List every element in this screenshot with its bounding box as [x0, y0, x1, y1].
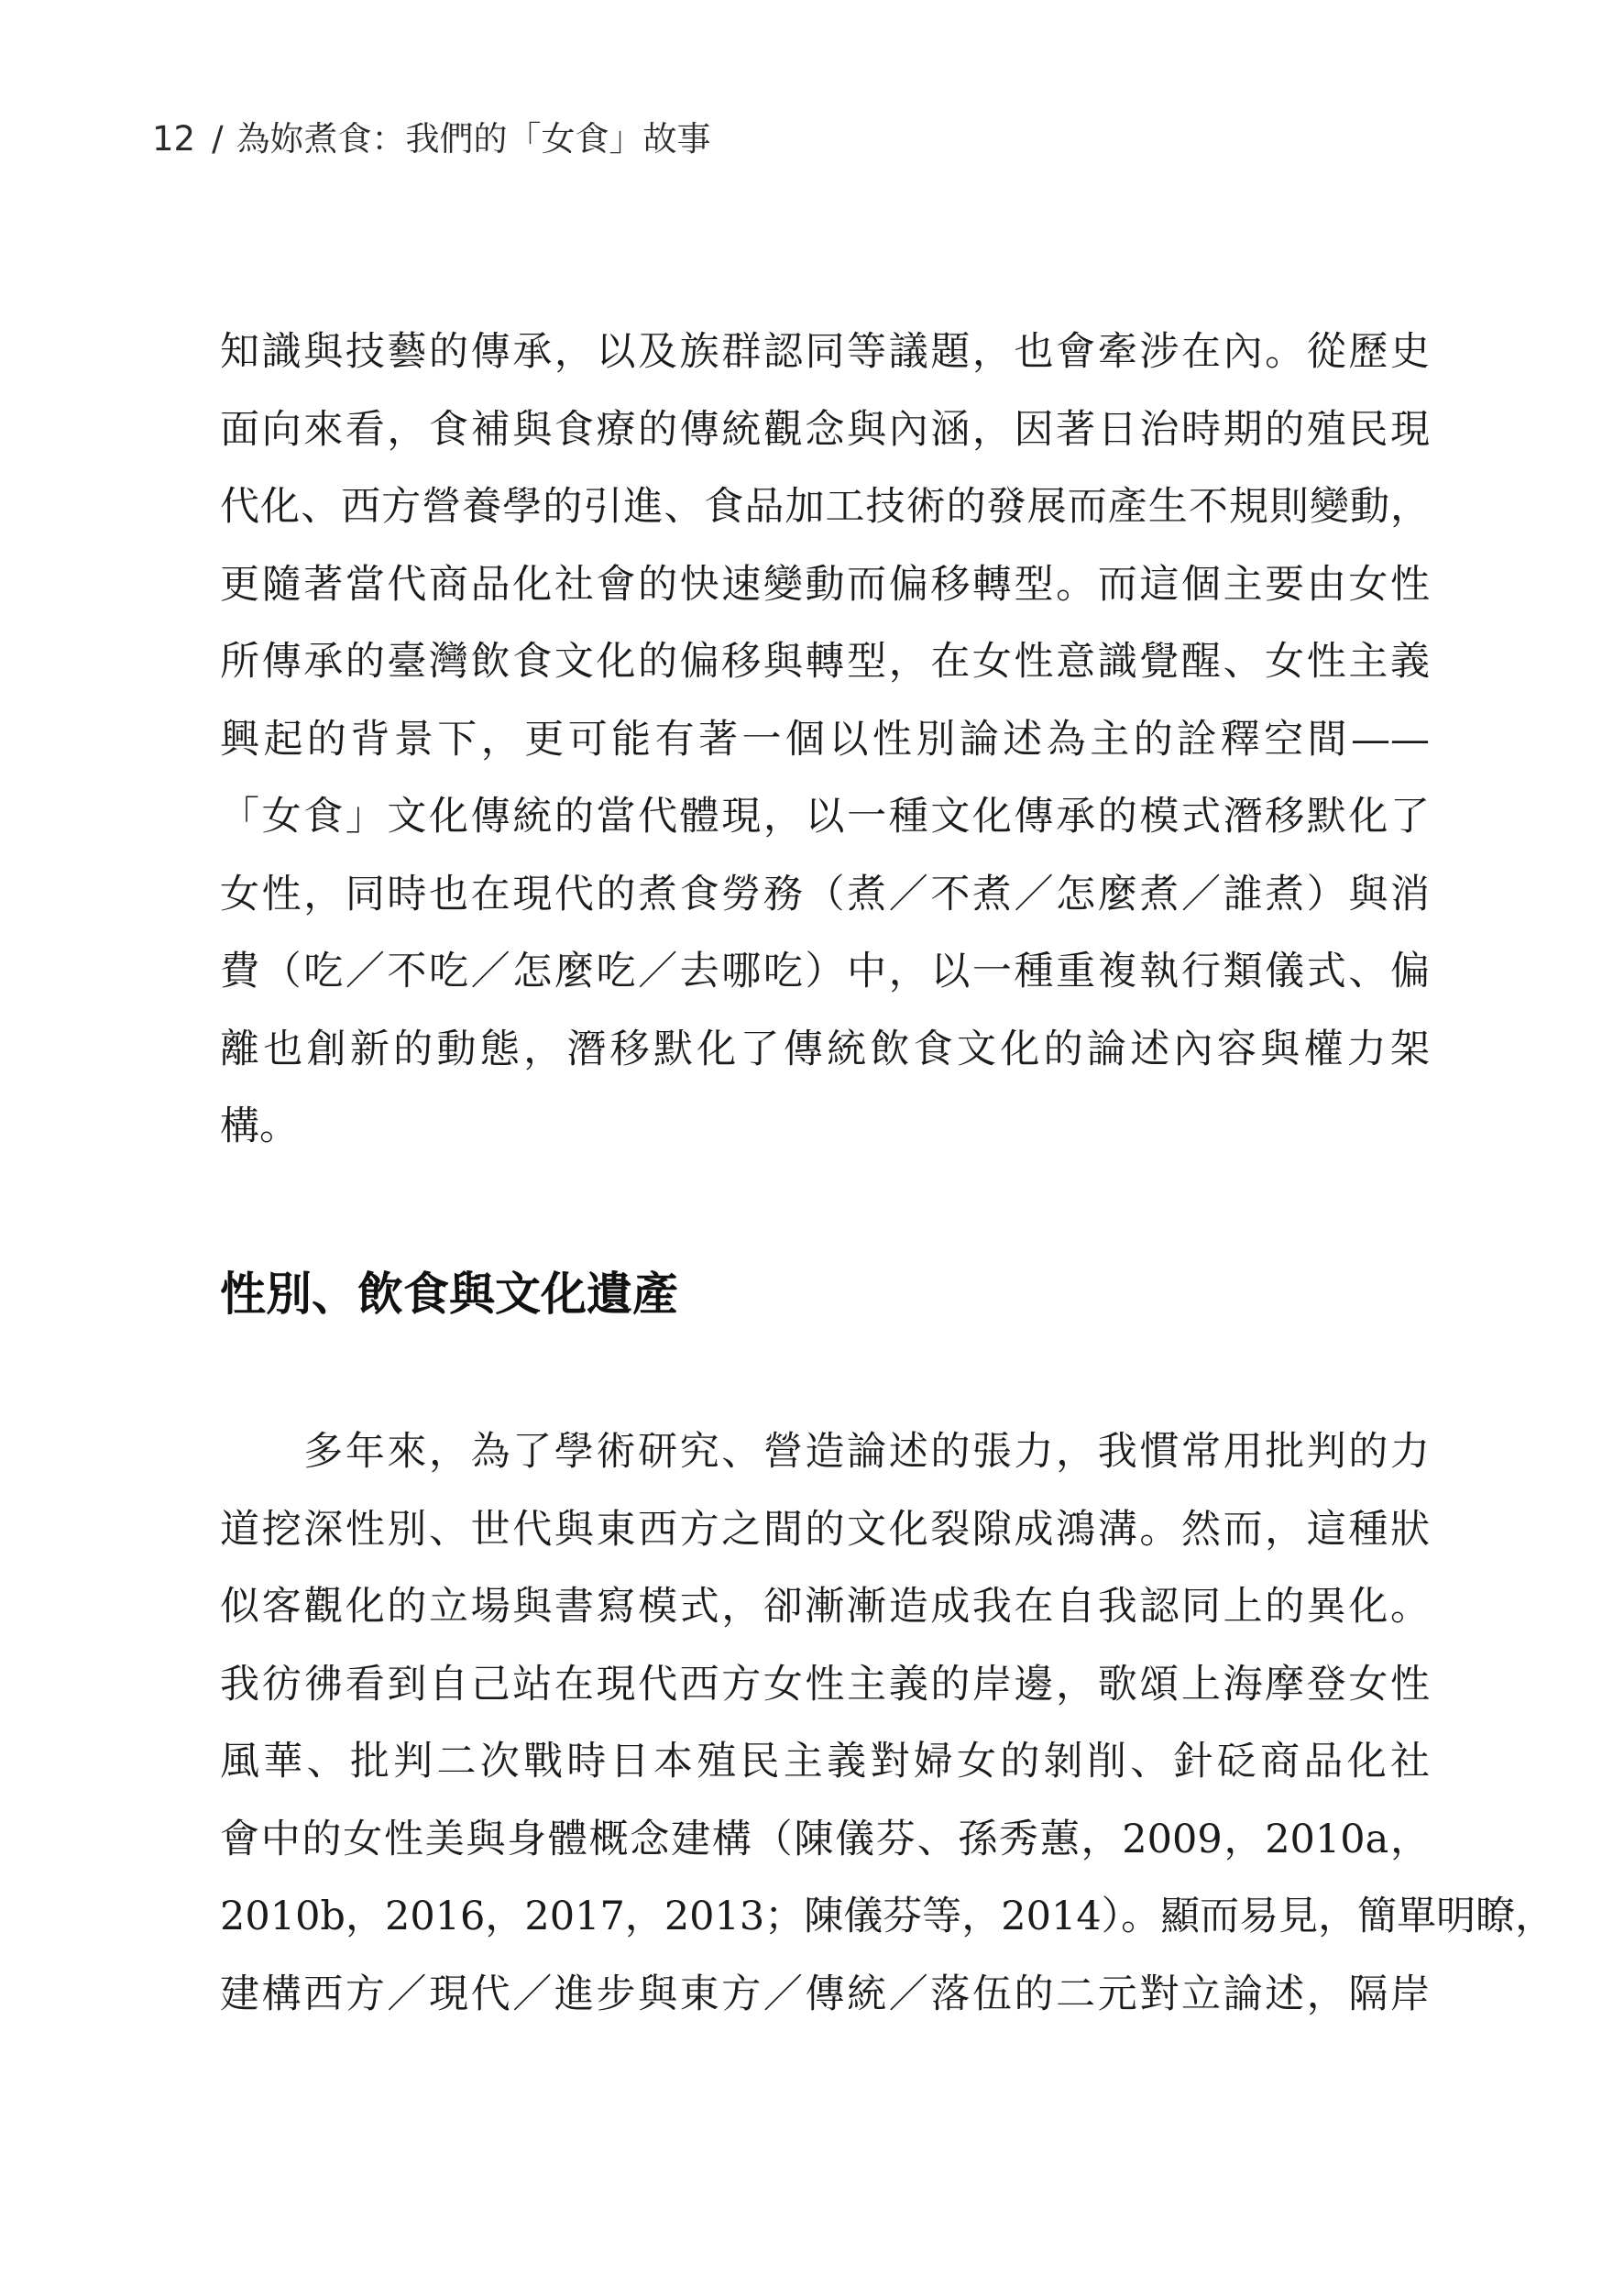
text-line: 女性，同時也在現代的煮食勞務（煮／不煮／怎麼煮／誰煮）與消 — [220, 871, 1430, 917]
text-line: 2010b，2016，2017，2013；陳儀芬等，2014）。顯而易見，簡單明瞭， — [220, 1894, 1555, 1939]
text-line: 會中的女性美與身體概念建構（陳儀芬、孫秀蕙，2009，2010a， — [220, 1816, 1430, 1862]
text-line: 面向來看，食補與食療的傳統觀念與內涵，因著日治時期的殖民現 — [220, 406, 1430, 453]
text-line: 我彷彿看到自己站在現代西方女性主義的岸邊，歌頌上海摩登女性 — [220, 1661, 1430, 1707]
page-number: 12 — [152, 119, 196, 159]
paragraph-2 — [220, 1413, 1555, 2033]
text-line: 離也創新的動態，潛移默化了傳統飲食文化的論述內容與權力架 — [220, 1026, 1430, 1072]
text-line: 道挖深性別、世代與東西方之間的文化裂隙成鴻溝。然而，這種狀 — [220, 1506, 1430, 1553]
text-line: 多年來，為了學術研究、營造論述的張力，我慣常用批判的力 — [220, 1429, 1430, 1475]
book-title: 為妳煮食：我們的「女食」故事 — [236, 119, 711, 159]
text-line: 構。 — [220, 1104, 299, 1149]
text-line: 代化、西方營養學的引進、食品加工技術的發展而產生不規則變動， — [220, 484, 1430, 530]
text-line: 知識與技藝的傳承，以及族群認同等議題，也會牽涉在內。從歷史 — [220, 329, 1430, 375]
text-line: 更隨著當代商品化社會的快速變動而偏移轉型。而這個主要由女性 — [220, 561, 1430, 608]
paragraph-1 — [220, 313, 1430, 1166]
section-heading: 性別、飲食與文化遺產 — [220, 1268, 678, 1321]
text-line: 建構西方／現代／進步與東方／傳統／落伍的二元對立論述，隔岸 — [220, 1971, 1430, 2017]
text-line: 所傳承的臺灣飲食文化的偏移與轉型，在女性意識覺醒、女性主義 — [220, 639, 1430, 685]
header-separator: / — [212, 119, 224, 159]
text-line: 費（吃／不吃／怎麼吃／去哪吃）中，以一種重複執行類儀式、偏 — [220, 949, 1430, 994]
text-line: 似客觀化的立場與書寫模式，卻漸漸造成我在自我認同上的異化。 — [220, 1584, 1430, 1630]
text-line: 風華、批判二次戰時日本殖民主義對婦女的剝削、針砭商品化社 — [220, 1739, 1430, 1784]
text-line: 興起的背景下，更可能有著一個以性別論述為主的詮釋空間—— — [220, 716, 1430, 763]
running-header — [152, 117, 711, 161]
text-line: 「女食」文化傳統的當代體現，以一種文化傳承的模式潛移默化了 — [220, 794, 1430, 840]
